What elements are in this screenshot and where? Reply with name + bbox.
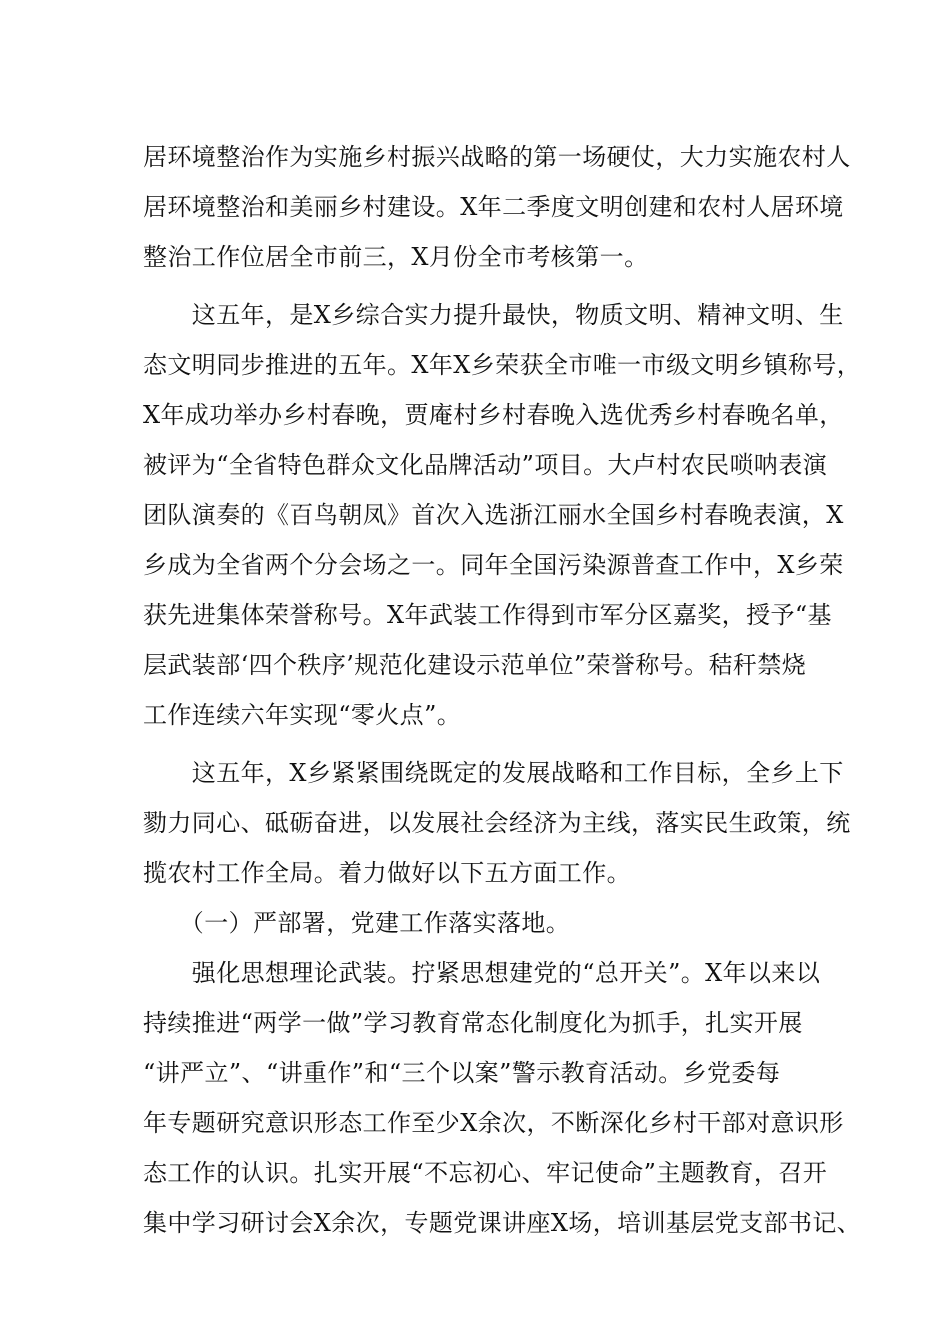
text-line: 这五年，X乡紧紧围绕既定的发展战略和工作目标，全乡上下 — [143, 759, 844, 787]
text-line: 乡成为全省两个分会场之一。同年全国污染源普查工作中，X乡荣 — [143, 551, 844, 579]
document-body — [143, 132, 862, 1248]
section-heading: （一）严部署，党建工作落实落地。 — [143, 909, 571, 937]
text-line: 这五年，是X乡综合实力提升最快，物质文明、精神文明、生 — [143, 301, 844, 329]
text-line: 强化思想理论武装。拧紧思想建党的“总开关”。X年以来以 — [143, 959, 821, 987]
text-line: 层武装部‘四个秩序’规范化建设示范单位”荣誉称号。秸秆禁烧 — [143, 651, 807, 679]
text-line: 团队演奏的《百鸟朝凤》首次入选浙江丽水全国乡村春晚表演，X — [143, 501, 844, 529]
text-line: 勠力同心、砥砺奋进，以发展社会经济为主线，落实民生政策，统 — [143, 809, 851, 837]
text-line: 态工作的认识。扎实开展“不忘初心、牢记使命”主题教育，召开 — [143, 1159, 828, 1187]
text-line: 持续推进“两学一做”学习教育常态化制度化为抓手，扎实开展 — [143, 1009, 803, 1037]
text-line: 被评为“全省特色群众文化品牌活动”项目。大卢村农民唢呐表演 — [143, 451, 828, 479]
text-line: 整治工作位居全市前三，X月份全市考核第一。 — [143, 243, 649, 271]
text-line: 工作连续六年实现“零火点”。 — [143, 701, 462, 729]
text-line: 居环境整治和美丽乡村建设。X年二季度文明创建和农村人居环境 — [143, 193, 844, 221]
text-line: X年成功举办乡村春晚，贾庵村乡村春晚入选优秀乡村春晚名单， — [143, 401, 844, 429]
text-line: 态文明同步推进的五年。X年X乡荣获全市唯一市级文明乡镇称号， — [143, 351, 862, 379]
text-line: 居环境整治作为实施乡村振兴战略的第一场硬仗，大力实施农村人 — [143, 143, 851, 171]
text-line: 揽农村工作全局。着力做好以下五方面工作。 — [143, 859, 631, 887]
text-line: 年专题研究意识形态工作至少X余次，不断深化乡村干部对意识形 — [143, 1109, 844, 1137]
text-line: “讲严立”、“讲重作”和“三个以案”警示教育活动。乡党委每 — [143, 1059, 781, 1087]
text-line: 集中学习研讨会X余次，专题党课讲座X场，培训基层党支部书记、 — [143, 1209, 862, 1237]
text-line: 获先进集体荣誉称号。X年武装工作得到市军分区嘉奖，授予“基 — [143, 601, 832, 629]
